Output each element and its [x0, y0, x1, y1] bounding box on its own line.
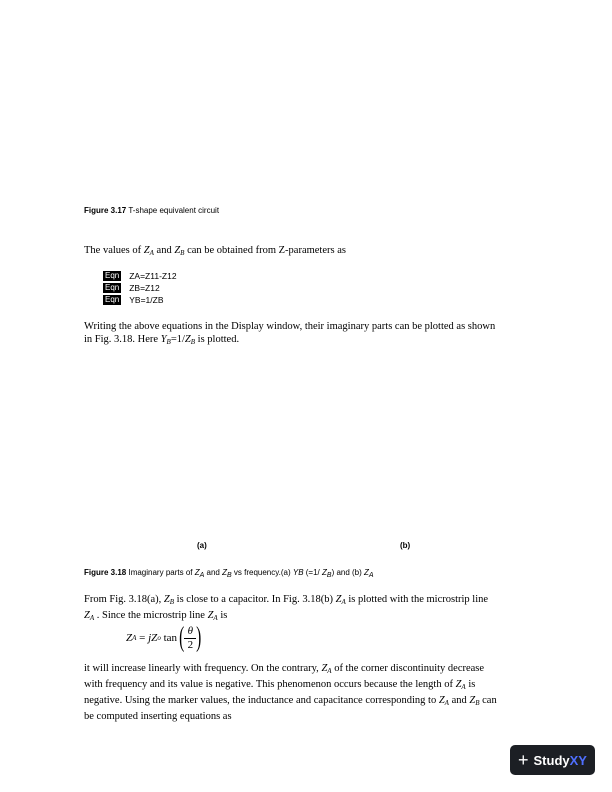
figure-label: Figure 3.18 — [84, 568, 127, 577]
eqn-tag: Eqn — [105, 283, 120, 292]
eqn-text: YB=1/ZB — [129, 295, 164, 305]
equation-list — [103, 270, 177, 306]
figure-label: Figure 3.17 — [84, 206, 127, 215]
figure-3-17-caption — [84, 206, 219, 216]
brand-suffix: XY — [569, 752, 587, 768]
discontinuity-paragraph: it will increase linearly with frequency. On the contrary, $Z_A$ of the corner discontinuity decrease with frequency and its value is negative. This phenomenon occurs because the length of $Z_A$ is negative. Using the marker values, the inductance and capacitance corresponding to $Z_A$ and $Z_B$ can be computed inserting equations as — [84, 663, 497, 722]
subfigure-label-a: (a) — [197, 541, 207, 550]
equation-row — [103, 294, 177, 306]
capacitor-paragraph: From Fig. 3.18(a), $Z_B$ is close to a capacitor. In Fig. 3.18(b) $Z_A$ is plotted with the microstrip line $Z_A$ . Since the microstrip line $Z_A$ is — [84, 594, 489, 622]
plus-icon: + — [518, 750, 529, 770]
eqn-tag: Eqn — [105, 295, 120, 304]
studyxy-badge[interactable] — [510, 745, 595, 775]
right-paren: ) — [196, 622, 202, 653]
figure-caption-text: T-shape equivalent circuit — [128, 206, 220, 215]
equation-row — [103, 270, 177, 282]
eqn-text: ZB=Z12 — [129, 283, 160, 293]
equation-row — [103, 282, 177, 294]
tan-formula: Z A = jZ o tan ( θ 2 ) — [126, 622, 202, 653]
left-paren: ( — [179, 622, 185, 653]
brand-name: Study — [533, 752, 570, 768]
eqn-tag: Eqn — [105, 271, 120, 280]
subfigure-label-b: (b) — [400, 541, 411, 550]
eqn-text: ZA=Z11-Z12 — [129, 271, 177, 281]
figure-3-18-caption: Figure 3.18 Imaginary parts of ZA and ZB vs frequency.(a) YB (=1/ ZB) and (b) ZA — [84, 568, 374, 579]
display-paragraph: Writing the above equations in the Display window, their imaginary parts can be plotted as shown in Fig. 3.18. Here $Y_B=1/Z_B$ is plotted. — [84, 321, 496, 346]
fraction: θ 2 — [184, 625, 196, 652]
intro-paragraph: The values of $Z_A$ and $Z_B$ can be obtained from Z-parameters as — [84, 245, 346, 257]
